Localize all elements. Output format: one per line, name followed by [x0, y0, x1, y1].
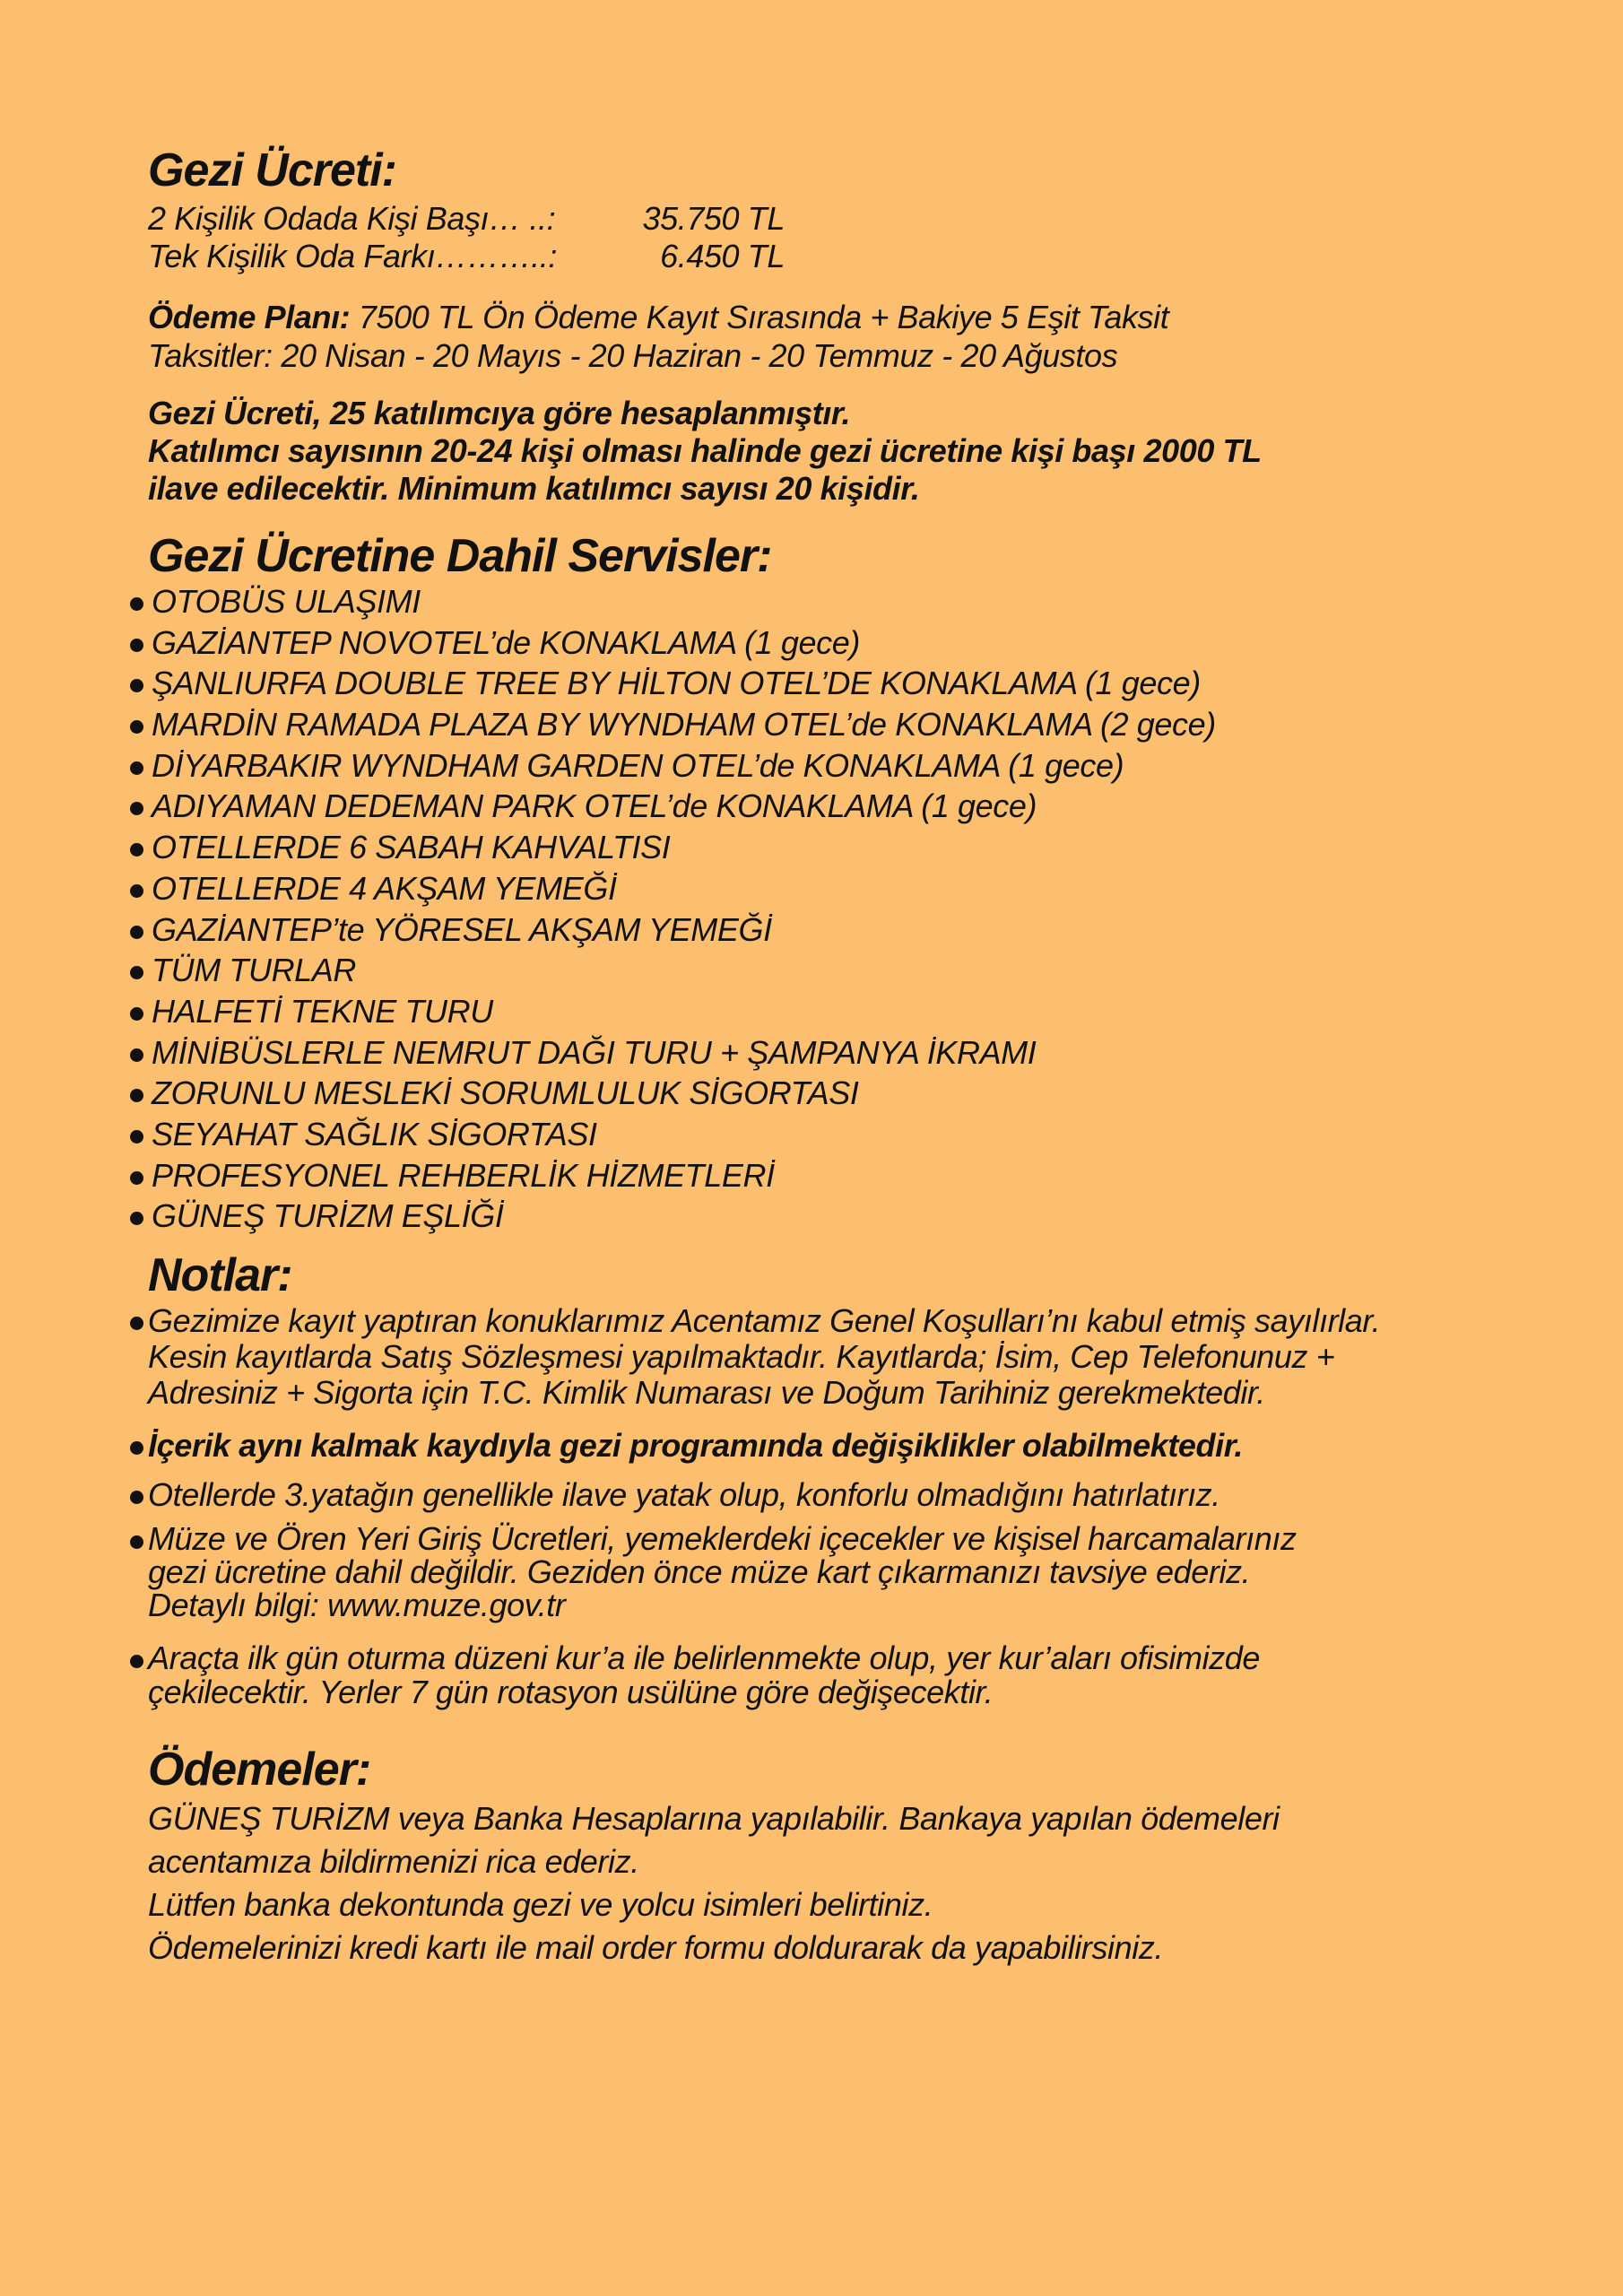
note-line: gezi ücretine dahil değildir. Geziden önce müze kart çıkarmanızı tavsiye ederiz. [148, 1553, 1251, 1590]
bullet-icon [130, 1491, 143, 1504]
payments-title: Ödemeler: [148, 1744, 371, 1796]
list-item [130, 1032, 1216, 1074]
payments-block [148, 1797, 1280, 1970]
service-label: ZORUNLU MESLEKİ SORUMLULUK SİGORTASI [152, 1074, 859, 1112]
services-title: Gezi Ücretine Dahil Servisler: [148, 530, 772, 582]
service-label: GAZİANTEP’te YÖRESEL AKŞAM YEMEĞİ [152, 910, 772, 948]
note-line: Kesin kayıtlarda Satış Sözleşmesi yapılmaktadır. Kayıtlarda; İsim, Cep Telefonunuz + [148, 1338, 1335, 1375]
service-label: DİYARBAKIR WYNDHAM GARDEN OTEL’de KONAKLAMA (1 gece) [152, 746, 1124, 784]
bullet-icon [130, 926, 143, 939]
fee-row-label: Tek Kişilik Oda Farkı………..: [148, 238, 557, 274]
note-item [130, 1522, 1297, 1622]
fee-row-double [148, 200, 785, 238]
list-item [130, 786, 1216, 827]
list-item [130, 745, 1216, 787]
bullet-icon [130, 1130, 143, 1144]
bullet-icon [130, 884, 143, 898]
service-label: ADIYAMAN DEDEMAN PARK OTEL’de KONAKLAMA (1 gece) [152, 787, 1037, 825]
service-label: TÜM TURLAR [152, 952, 356, 989]
service-label: HALFETİ TEKNE TURU [152, 992, 493, 1030]
list-item [130, 704, 1216, 745]
list-item [130, 950, 1216, 991]
payments-line: acentamıza bildirmenizi rica ederiz. [148, 1843, 639, 1880]
payments-line: GÜNEŞ TURİZM veya Banka Hesaplarına yapılabilir. Bankaya yapılan ödemeleri [148, 1800, 1280, 1837]
fee-row-single [148, 238, 785, 275]
bullet-icon [130, 1317, 143, 1330]
bullet-icon [130, 597, 143, 611]
bullet-icon [130, 1171, 143, 1185]
note-line: çekilecektir. Yerler 7 gün rotasyon usülüne göre değişecektir. [148, 1674, 994, 1710]
service-label: OTOBÜS ULAŞIMI [152, 583, 421, 620]
payment-plan-label: Ödeme Planı: [148, 299, 351, 335]
fee-row-value: 6.450 TL [660, 238, 785, 274]
note-line: Otellerde 3.yatağın genellikle ilave yatak olup, konforlu olmadığını hatırlatırız. [148, 1476, 1220, 1513]
fee-row-label: 2 Kişilik Odada Kişi Başı… ..: [148, 200, 556, 237]
bullet-icon [130, 802, 143, 815]
installments-text: Taksitler: 20 Nisan - 20 Mayıs - 20 Haziran - 20 Temmuz - 20 Ağustos [148, 337, 1118, 374]
participants-line: Gezi Ücreti, 25 katılımcıya göre hesaplanmıştır. [148, 395, 851, 431]
payments-line: Lütfen banka dekontunda gezi ve yolcu isimleri belirtiniz. [148, 1886, 933, 1923]
bullet-icon [130, 639, 143, 652]
list-item [130, 622, 1216, 664]
note-item [130, 1641, 1260, 1709]
bullet-icon [130, 1655, 143, 1668]
fee-row-value: 35.750 TL [642, 200, 785, 237]
notes-title: Notlar: [148, 1249, 292, 1301]
bullet-icon [130, 1212, 143, 1225]
bullet-icon [130, 843, 143, 857]
payment-plan-text: 7500 TL Ön Ödeme Kayıt Sırasında + Bakiye 5 Eşit Taksit [350, 299, 1169, 335]
note-line: Müze ve Ören Yeri Giriş Ücretleri, yemeklerdeki içecekler ve kişisel harcamalarınız [148, 1520, 1297, 1557]
list-item [130, 1196, 1216, 1237]
service-label: MARDİN RAMADA PLAZA BY WYNDHAM OTEL’de KONAKLAMA (2 gece) [152, 706, 1216, 744]
fee-title: Gezi Ücreti: [148, 144, 396, 196]
payments-line: Ödemelerinizi kredi kartı ile mail order formu doldurarak da yapabilirsiniz. [148, 1929, 1164, 1966]
note-item [130, 1428, 1243, 1464]
service-label: GÜNEŞ TURİZM EŞLİĞİ [152, 1197, 504, 1235]
list-item [130, 1073, 1216, 1114]
bullet-icon [130, 1535, 143, 1549]
service-label: MİNİBÜSLERLE NEMRUT DAĞI TURU + ŞAMPANYA İKRAMI [152, 1033, 1037, 1071]
service-label: OTELLERDE 4 AKŞAM YEMEĞİ [152, 869, 617, 907]
services-list [130, 581, 1216, 1237]
service-label: SEYAHAT SAĞLIK SİGORTASI [152, 1115, 597, 1152]
note-item [130, 1477, 1220, 1513]
service-label: PROFESYONEL REHBERLİK HİZMETLERİ [152, 1156, 775, 1194]
service-label: OTELLERDE 6 SABAH KAHVALTISI [152, 829, 671, 866]
participants-block [148, 395, 1262, 508]
note-line: Detaylı bilgi: www.muze.gov.tr [148, 1587, 566, 1623]
participants-line: Katılımcı sayısının 20-24 kişi olması halinde gezi ücretine kişi başı 2000 TL [148, 432, 1262, 469]
fee-table [148, 200, 785, 275]
list-item [130, 663, 1216, 704]
bullet-icon [130, 966, 143, 979]
note-line: Gezimize kayıt yaptıran konuklarımız Acentamız Genel Koşulları’nı kabul etmiş sayılırlar. [148, 1302, 1381, 1339]
list-item [130, 868, 1216, 909]
bullet-icon [130, 720, 143, 734]
service-label: GAZİANTEP NOVOTEL’de KONAKLAMA (1 gece) [152, 623, 860, 661]
list-item [130, 1155, 1216, 1196]
note-line: Adresiniz + Sigorta için T.C. Kimlik Numarası ve Doğum Tarihiniz gerekmektedir. [148, 1374, 1265, 1411]
bullet-icon [130, 1441, 143, 1455]
service-label: ŞANLIURFA DOUBLE TREE BY HİLTON OTEL’DE KONAKLAMA (1 gece) [152, 665, 1201, 702]
list-item [130, 581, 1216, 622]
list-item [130, 991, 1216, 1032]
list-item [130, 909, 1216, 951]
bullet-icon [130, 679, 143, 692]
list-item [130, 1114, 1216, 1155]
payment-plan [148, 299, 1168, 336]
note-line: İçerik aynı kalmak kaydıyla gezi programında değişiklikler olabilmektedir. [148, 1427, 1243, 1464]
bullet-icon [130, 1007, 143, 1021]
note-item [130, 1303, 1380, 1411]
bullet-icon [130, 761, 143, 775]
participants-line: ilave edilecektir. Minimum katılımcı sayısı 20 kişidir. [148, 470, 920, 507]
bullet-icon [130, 1048, 143, 1062]
list-item [130, 827, 1216, 868]
note-line: Araçta ilk gün oturma düzeni kur’a ile belirlenmekte olup, yer kur’aları ofisimizde [148, 1639, 1261, 1676]
bullet-icon [130, 1089, 143, 1102]
